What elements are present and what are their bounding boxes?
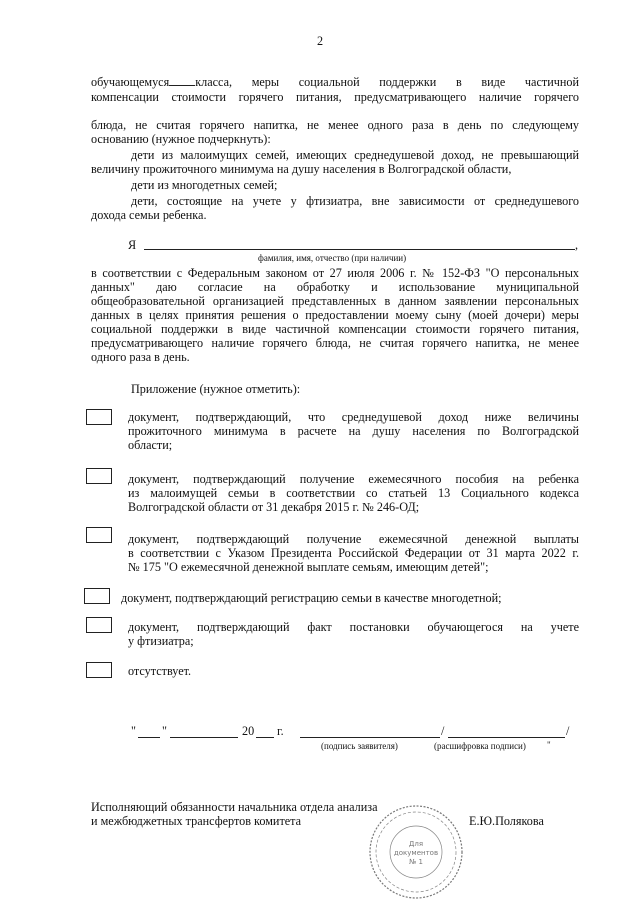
- intro-line-3: блюда, не считая горячего напитка, не менее одного раза в день по следующему: [91, 118, 579, 132]
- attachment-2-line-1: документ, подтверждающий получение ежемесячного пособия на ребенка: [128, 472, 579, 486]
- ground-3-line-1: дети, состоящие на учете у фтизиатра, вне зависимости от среднедушевого: [131, 194, 579, 208]
- intro-line-1: [91, 74, 579, 89]
- decode-caption: (расшифровка подписи): [434, 741, 526, 751]
- intro-text-a: обучающемуся: [91, 75, 170, 89]
- attachment-2-checkbox[interactable]: [86, 468, 112, 484]
- attachment-6-checkbox[interactable]: [86, 662, 112, 678]
- consent-line-4: данных в целях принятия решения о предоставлении моему сыну (моей дочери) меры: [91, 308, 579, 322]
- signature-slash-2: /: [566, 724, 570, 738]
- date-year-prefix: 20: [242, 724, 255, 738]
- consent-line-3: общеобразовательной организацией представленных в данном заявлении персональных: [91, 294, 579, 308]
- attachment-4-checkbox[interactable]: [84, 588, 110, 604]
- ground-1-line-2: величину прожиточного минимума на душу населения в Волгоградской области,: [91, 162, 512, 176]
- stamp-line-3: № 1: [409, 858, 423, 866]
- attachment-1-line-3: области;: [128, 438, 173, 452]
- attachment-3-line-1: документ, подтверждающий получение ежемесячной денежной выплаты: [128, 532, 579, 546]
- ground-1-line-1: дети из малоимущих семей, имеющих среднедушевой доход, не превышающий: [131, 148, 579, 162]
- consent-line-2: данных" даю согласие на обработку и использование муниципальной: [91, 280, 579, 294]
- date-month-blank[interactable]: [170, 737, 238, 738]
- consent-line-7: одного раза в день.: [91, 350, 190, 364]
- signature-slash-1: /: [441, 724, 445, 738]
- consent-i-label: Я: [128, 238, 137, 252]
- page-number: 2: [316, 34, 324, 48]
- consent-line-1: в соответствии с Федеральным законом от 27 июля 2006 г. № 152-ФЗ "О персональных: [91, 266, 579, 280]
- attachment-1-checkbox[interactable]: [86, 409, 112, 425]
- name-caption: фамилия, имя, отчество (при наличии): [258, 253, 407, 263]
- date-year-suffix: г.: [277, 724, 284, 738]
- attachment-1-line-2: прожиточного минимума в расчете на душу населения по Волгоградской: [128, 424, 579, 438]
- consent-line-6: предусматривающего наличие горячего блюда, не считая горячего напитка, не менее: [91, 336, 579, 350]
- attachment-2-line-3: Волгоградской области от 31 декабря 2015 г. № 246-ОД;: [128, 500, 420, 514]
- sign-caption: (подпись заявителя): [321, 741, 398, 751]
- date-close-quote: ": [162, 724, 167, 738]
- footer-position-line-1: Исполняющий обязанности начальника отдела анализа: [91, 800, 378, 814]
- attachments-title: Приложение (нужное отметить):: [131, 382, 301, 396]
- attachment-5-line-1: документ, подтверждающий факт постановки обучающегося на учете: [128, 620, 579, 634]
- attachment-3-line-2: в соответствии с Указом Президента Российской Федерации от 31 марта 2022 г.: [128, 546, 579, 560]
- date-year-blank[interactable]: [256, 737, 274, 738]
- name-line: [144, 249, 575, 250]
- attachment-6-text: отсутствует.: [128, 664, 192, 678]
- attachment-2-line-2: из малоимущей семьи в соответствии со статьей 13 Социального кодекса: [128, 486, 579, 500]
- stamp-line-2: документов: [393, 849, 439, 857]
- date-day-blank[interactable]: [138, 737, 160, 738]
- attachment-3-line-3: № 175 "О ежемесячной денежной выплате семьям, имеющим детей";: [128, 560, 489, 574]
- consent-line-5: социальной поддержки в виде частичной компенсации стоимости горячего питания,: [91, 322, 579, 336]
- attachment-5-line-2: у фтизиатра;: [128, 634, 194, 648]
- ground-3-line-2: дохода семьи ребенка.: [91, 208, 207, 222]
- attachment-4-text: документ, подтверждающий регистрацию семьи в качестве многодетной;: [121, 591, 502, 605]
- attachment-3-checkbox[interactable]: [86, 527, 112, 543]
- attachment-5-checkbox[interactable]: [86, 617, 112, 633]
- footer-position-line-2: и межбюджетных трансфертов комитета: [91, 814, 302, 828]
- date-open-quote: ": [131, 724, 136, 738]
- intro-line-2: компенсации стоимости горячего питания, предусматривающего наличие горячего: [91, 90, 579, 104]
- attachment-1-line-1: документ, подтверждающий, что среднедушевой доход ниже величины: [128, 410, 579, 424]
- class-blank: [169, 74, 195, 86]
- intro-line-4: основанию (нужное подчеркнуть):: [91, 132, 271, 146]
- decode-line[interactable]: [448, 737, 565, 738]
- caption-quote: ": [547, 740, 551, 750]
- stamp-line-1: Для: [408, 840, 424, 848]
- round-stamp: [366, 802, 466, 902]
- ground-2: дети из многодетных семей;: [131, 178, 278, 192]
- consent-comma: ,: [575, 238, 579, 252]
- signature-line[interactable]: [300, 737, 440, 738]
- intro-text-b: класса, меры социальной поддержки в виде частичной: [195, 75, 579, 89]
- footer-signer-name: Е.Ю.Полякова: [469, 814, 544, 828]
